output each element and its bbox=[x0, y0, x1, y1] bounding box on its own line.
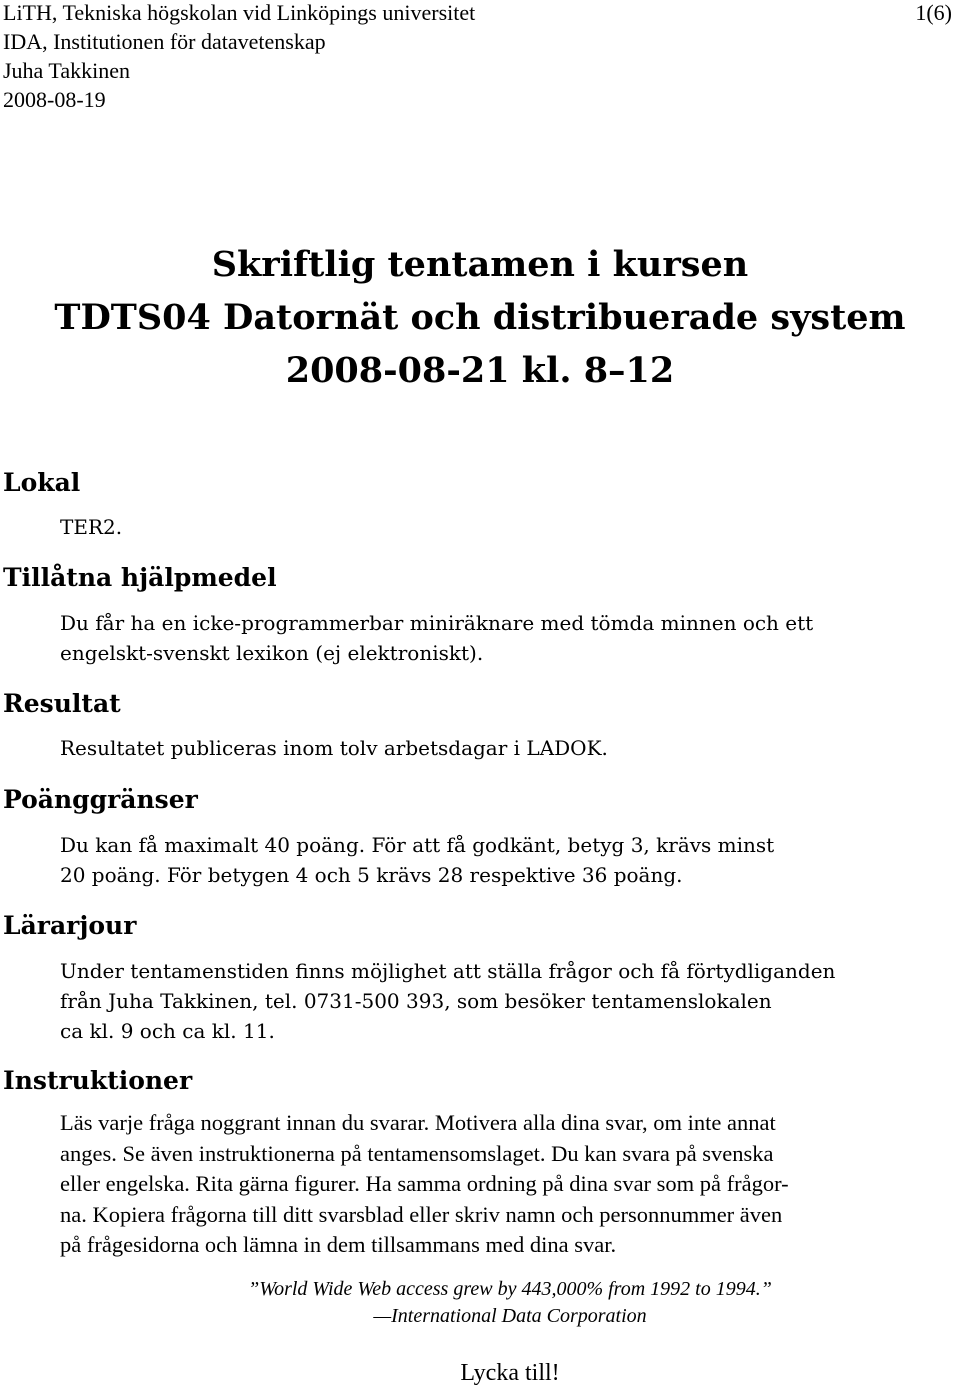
body-line: Du får ha en icke-programmerbar miniräknare med tömda minnen och ett bbox=[60, 611, 814, 635]
author-name: Juha Takkinen bbox=[3, 58, 130, 83]
title-line-1: Skriftlig tentamen i kursen bbox=[211, 244, 749, 285]
body-line: på frågesidorna och lämna in dem tillsammans med dina svar. bbox=[60, 1232, 617, 1257]
body-line: Resultatet publiceras inom tolv arbetsdagar i LADOK. bbox=[60, 736, 608, 760]
title-line-3: 2008-08-21 kl. 8–12 bbox=[285, 350, 675, 391]
quote-text: ”World Wide Web access grew by 443,000% from 1992 to 1994.” bbox=[248, 1278, 772, 1300]
body-line: 20 poäng. För betygen 4 och 5 krävs 28 respektive 36 poäng. bbox=[60, 863, 683, 887]
body-line: Under tentamenstiden finns möjlighet att ställa frågor och få förtydliganden bbox=[60, 959, 836, 983]
section-body-resultat bbox=[60, 733, 955, 763]
body-line: från Juha Takkinen, tel. 0731-500 393, som besöker tentamenslokalen bbox=[60, 989, 772, 1013]
body-line: anges. Se även instruktionerna på tentamensomslaget. Du kan svara på svenska bbox=[60, 1140, 774, 1166]
section-body-hjalpmedel bbox=[60, 608, 955, 668]
section-body-poanggranser bbox=[60, 830, 955, 890]
body-line: Läs varje fråga noggrant innan du svarar. Motivera alla dina svar, om inte annat bbox=[60, 1110, 776, 1135]
body-line: TER2. bbox=[60, 515, 123, 539]
body-line: Du kan få maximalt 40 poäng. För att få godkänt, betyg 3, krävs minst bbox=[60, 833, 775, 857]
page-number: 1(6) bbox=[915, 0, 952, 25]
university-name: LiTH, Tekniska högskolan vid Linköpings universitet bbox=[3, 0, 476, 25]
epigraph-quote bbox=[0, 1276, 960, 1330]
body-line: engelskt-svenskt lexikon (ej elektroniskt). bbox=[60, 641, 484, 665]
exam-title bbox=[0, 238, 960, 397]
quote-attribution: —International Data Corporation bbox=[373, 1305, 647, 1327]
body-line: ca kl. 9 och ca kl. 11. bbox=[60, 1019, 275, 1043]
title-line-2: TDTS04 Datornät och distribuerade system bbox=[54, 297, 906, 338]
document-header bbox=[3, 0, 475, 114]
closing-greeting: Lycka till! bbox=[460, 1360, 560, 1386]
section-heading-instruktioner: Instruktioner bbox=[3, 1066, 193, 1095]
section-body-instruktioner bbox=[60, 1108, 955, 1261]
section-heading-lararjour: Lärarjour bbox=[3, 911, 137, 940]
section-body-lokal bbox=[60, 512, 955, 542]
body-line: eller engelska. Rita gärna figurer. Ha samma ordning på dina svar som på frågor- bbox=[60, 1171, 789, 1196]
section-body-lararjour bbox=[60, 956, 955, 1046]
body-line: na. Kopiera frågorna till ditt svarsblad eller skriv namn och personnummer även bbox=[60, 1201, 783, 1227]
section-heading-resultat: Resultat bbox=[3, 689, 121, 718]
section-heading-hjalpmedel: Tillåtna hjälpmedel bbox=[3, 563, 277, 592]
section-heading-lokal: Lokal bbox=[3, 468, 81, 497]
section-heading-poanggranser: Poänggränser bbox=[3, 785, 198, 814]
document-date: 2008-08-19 bbox=[3, 87, 106, 112]
department-name: IDA, Institutionen för datavetenskap bbox=[3, 29, 326, 54]
